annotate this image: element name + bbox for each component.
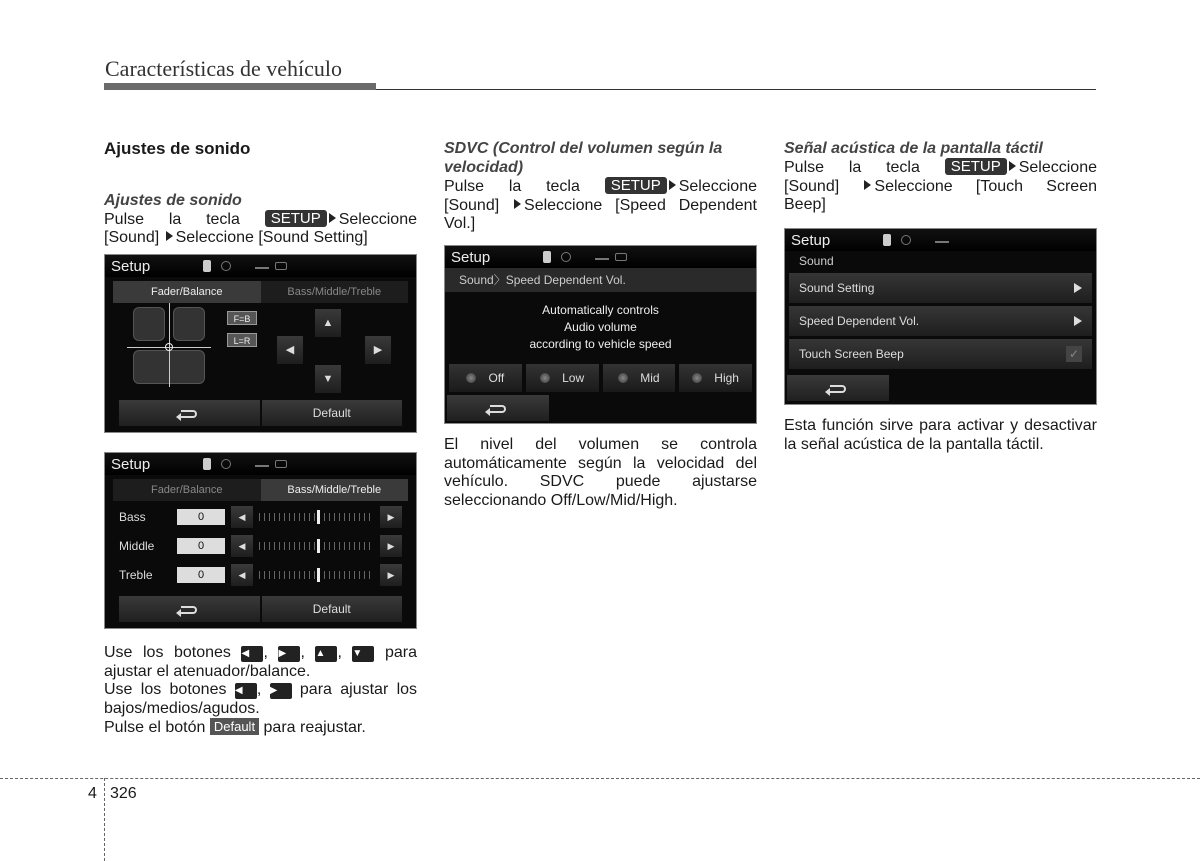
fader-up-button[interactable]: ▲ xyxy=(315,309,341,337)
menu-item-touch-screen-beep[interactable]: Touch Screen Beep ✓ xyxy=(789,339,1092,369)
right-button-icon: ▶ xyxy=(278,646,300,662)
sdvc-description: El nivel del volumen se controla automáticamente según la velocidad del vehículo. SDVC puede ajustarse seleccionando Off/Low/Mid/High. xyxy=(444,436,757,509)
arrow-right-icon xyxy=(669,180,676,190)
radio-dot-icon xyxy=(618,373,628,383)
level-low-button[interactable]: Low xyxy=(526,364,599,392)
radio-icon xyxy=(901,235,911,245)
eq-row-middle xyxy=(119,534,402,558)
back-icon xyxy=(490,405,506,413)
column-sdvc xyxy=(444,139,757,234)
back-button[interactable] xyxy=(787,375,889,401)
header-rule-thick xyxy=(104,83,376,90)
screen-fader-balance xyxy=(104,254,417,433)
bluetooth-icon xyxy=(543,251,551,263)
fader-centered-badge: F=B xyxy=(227,311,257,325)
instruction-line: Vol.] xyxy=(444,215,476,232)
arrow-right-icon xyxy=(514,199,521,209)
default-key: Default xyxy=(210,718,259,735)
level-selector xyxy=(449,364,752,392)
tab-bar xyxy=(113,281,408,303)
screen-bass-middle-treble xyxy=(104,452,417,629)
eq-label: Bass xyxy=(119,510,146,524)
bluetooth-icon xyxy=(203,458,211,470)
usage-line: Use los botones ◀ , ▶ para ajustar los xyxy=(104,681,418,698)
usage-instructions xyxy=(104,644,417,738)
tab-fader-balance[interactable]: Fader/Balance xyxy=(113,479,261,501)
fader-down-button[interactable]: ▼ xyxy=(315,365,341,393)
eq-value: 0 xyxy=(177,538,225,554)
seat-icon xyxy=(133,307,165,341)
column-sound-settings xyxy=(104,140,417,248)
eq-decrease-button[interactable]: ◀ xyxy=(231,506,253,528)
back-icon xyxy=(830,385,846,393)
section-heading: Ajustes de sonido xyxy=(104,139,251,158)
radio-icon xyxy=(221,261,231,271)
footer-dashed-rule xyxy=(0,778,1200,779)
usage-line: ajustar el atenuador/balance. xyxy=(104,662,311,680)
radio-dot-icon xyxy=(466,373,476,383)
setup-key: SETUP xyxy=(265,210,327,227)
usage-line: Use los botones ◀ , ▶ , ▲ , ▼ para xyxy=(104,644,417,661)
screen-titlebar xyxy=(105,255,416,277)
info-message: Automatically controls Audio volume according to vehicle speed xyxy=(529,303,672,351)
radio-dot-icon xyxy=(540,373,550,383)
eq-slider[interactable] xyxy=(259,571,374,579)
down-button-icon: ▼ xyxy=(352,646,374,662)
up-button-icon: ▲ xyxy=(315,646,337,662)
battery-icon xyxy=(275,262,287,270)
screen-bottom-row xyxy=(119,596,402,622)
eq-row-bass xyxy=(119,505,402,529)
battery-icon xyxy=(615,253,627,261)
back-button[interactable] xyxy=(119,400,260,426)
instruction-line: [Sound] Seleccione [Sound Setting] xyxy=(104,229,368,246)
bluetooth-icon xyxy=(883,234,891,246)
balance-right-button[interactable]: ▶ xyxy=(365,336,391,364)
eq-increase-button[interactable]: ▶ xyxy=(380,564,402,586)
checkbox-icon[interactable]: ✓ xyxy=(1066,346,1082,362)
usb-icon xyxy=(255,263,269,269)
screen-speed-dependent-vol xyxy=(444,245,757,424)
instruction-line: Pulse la tecla SETUP Seleccione xyxy=(104,209,417,228)
page-header-title: Características de vehículo xyxy=(105,56,343,81)
chevron-right-icon xyxy=(1074,283,1082,293)
bluetooth-icon xyxy=(203,260,211,272)
back-button[interactable] xyxy=(447,395,549,421)
section-heading: SDVC (Control del volumen según la velocidad) xyxy=(444,140,723,176)
breadcrumb: Sound〉Speed Dependent Vol. xyxy=(445,268,756,292)
eq-decrease-button[interactable]: ◀ xyxy=(231,564,253,586)
instruction-line: Beep] xyxy=(784,196,826,213)
battery-icon xyxy=(275,460,287,468)
eq-label: Middle xyxy=(119,539,155,553)
back-icon xyxy=(181,606,197,614)
usb-icon xyxy=(255,461,269,467)
arrow-right-icon xyxy=(329,213,336,223)
eq-slider[interactable] xyxy=(259,513,374,521)
column-touch-screen-beep xyxy=(784,139,1097,215)
tab-bar xyxy=(113,479,408,501)
balance-centered-badge: L=R xyxy=(227,333,257,347)
eq-slider-knob[interactable] xyxy=(317,510,320,524)
screen-title: Setup xyxy=(111,455,151,473)
screen-titlebar xyxy=(785,229,1096,251)
screen-title: Setup xyxy=(791,231,831,249)
usb-icon xyxy=(935,237,949,243)
arrow-right-icon xyxy=(1009,161,1016,171)
default-button[interactable]: Default xyxy=(262,596,403,622)
eq-increase-button[interactable]: ▶ xyxy=(380,506,402,528)
screen-titlebar xyxy=(105,453,416,475)
screen-titlebar xyxy=(445,246,756,268)
section-heading: Señal acústica de la pantalla táctil xyxy=(784,140,1043,157)
level-off-button[interactable]: Off xyxy=(449,364,522,392)
eq-decrease-button[interactable]: ◀ xyxy=(231,535,253,557)
radio-icon xyxy=(221,459,231,469)
left-button-icon: ◀ xyxy=(241,646,263,662)
instruction-line: Pulse la tecla SETUP Seleccione xyxy=(444,177,757,195)
instruction-line: Pulse la tecla SETUP Seleccione xyxy=(784,158,1097,176)
instruction-line: [Sound] Seleccione [Speed Dependent xyxy=(444,196,757,214)
screen-bottom-row xyxy=(119,400,402,426)
menu-item-sound-setting[interactable]: Sound Setting xyxy=(789,273,1092,303)
chevron-right-icon xyxy=(1074,316,1082,326)
tab-fader-balance[interactable]: Fader/Balance xyxy=(113,281,261,303)
eq-value: 0 xyxy=(177,567,225,583)
chapter-number: 4 xyxy=(88,785,97,802)
eq-slider[interactable] xyxy=(259,542,374,550)
screen-sound-menu xyxy=(784,228,1097,405)
right-button-icon: ▶ xyxy=(270,683,292,699)
arrow-right-icon xyxy=(166,231,173,241)
menu-header: Sound xyxy=(799,254,834,268)
screen-title: Setup xyxy=(451,248,491,266)
page-number: 326 xyxy=(110,785,137,802)
seat-icon xyxy=(173,307,205,341)
usage-line: Pulse el botón Default para reajustar. xyxy=(104,719,366,736)
eq-slider-knob[interactable] xyxy=(317,539,320,553)
footer-dashed-divider xyxy=(104,778,105,861)
back-icon xyxy=(181,410,197,418)
screen-title: Setup xyxy=(111,257,151,275)
default-button[interactable]: Default xyxy=(262,400,403,426)
radio-icon xyxy=(561,252,571,262)
level-high-button[interactable]: High xyxy=(679,364,752,392)
tab-bass-middle-treble[interactable]: Bass/Middle/Treble xyxy=(261,281,409,303)
usage-line: bajos/medios/agudos. xyxy=(104,699,260,717)
left-button-icon: ◀ xyxy=(235,683,257,699)
eq-label: Treble xyxy=(119,568,153,582)
header-rule-thin xyxy=(376,89,1096,90)
menu-item-speed-dependent-vol[interactable]: Speed Dependent Vol. xyxy=(789,306,1092,336)
eq-row-treble xyxy=(119,563,402,587)
radio-dot-icon xyxy=(692,373,702,383)
eq-slider-knob[interactable] xyxy=(317,568,320,582)
balance-left-button[interactable]: ◀ xyxy=(277,336,303,364)
tab-bass-middle-treble[interactable]: Bass/Middle/Treble xyxy=(261,479,409,501)
usb-icon xyxy=(595,254,609,260)
subsection-heading: Ajustes de sonido xyxy=(104,191,242,209)
eq-increase-button[interactable]: ▶ xyxy=(380,535,402,557)
arrow-right-icon xyxy=(864,180,871,190)
setup-key: SETUP xyxy=(605,177,667,194)
back-button[interactable] xyxy=(119,596,260,622)
balance-position-marker[interactable] xyxy=(165,343,173,351)
instruction-line: [Sound] Seleccione [Touch Screen xyxy=(784,177,1097,195)
eq-value: 0 xyxy=(177,509,225,525)
level-mid-button[interactable]: Mid xyxy=(603,364,676,392)
setup-key: SETUP xyxy=(945,158,1007,175)
touch-beep-description: Esta función sirve para activar y desactivar la señal acústica de la pantalla táctil. xyxy=(784,417,1097,453)
